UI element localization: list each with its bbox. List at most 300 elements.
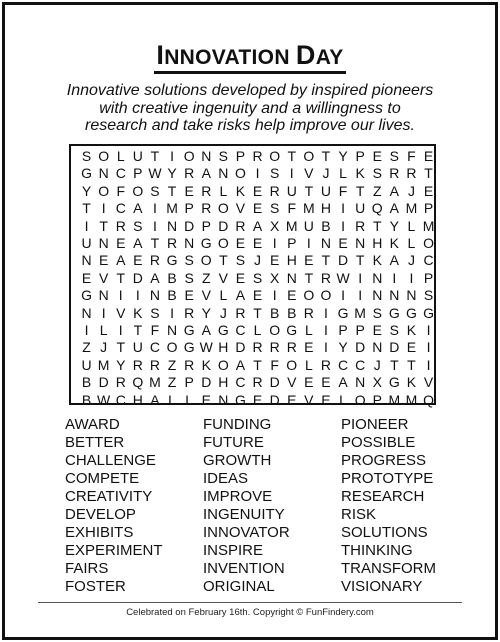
grid-letter: C <box>337 356 349 373</box>
grid-letter: D <box>132 269 143 286</box>
grid-letter: R <box>252 148 263 164</box>
grid-letter: I <box>84 322 89 338</box>
grid-letter: K <box>235 182 246 199</box>
grid-letter: E <box>252 182 263 199</box>
grid-letter: G <box>286 322 298 338</box>
grid-letter: A <box>389 252 400 269</box>
grid-row <box>71 270 434 287</box>
grid-letter: E <box>133 252 143 269</box>
grid-letter: N <box>201 148 212 164</box>
grid-letter: T <box>287 148 297 164</box>
grid-letter: S <box>218 148 229 164</box>
grid-letter: V <box>218 269 229 286</box>
grid-letter: W <box>199 339 213 356</box>
grid-letter: N <box>406 287 417 304</box>
grid-letter: R <box>320 269 331 286</box>
grid-letter: T <box>133 322 143 338</box>
title-underlined <box>154 42 345 74</box>
grid-letter: O <box>320 287 332 304</box>
grid-letter: S <box>133 217 143 234</box>
grid-letter: C <box>355 356 366 373</box>
grid-letter: A <box>116 252 126 269</box>
grid-letter: P <box>338 322 348 338</box>
grid-letter: H <box>132 391 143 408</box>
grid-letter: M <box>405 200 418 217</box>
grid-letter: I <box>152 200 157 217</box>
grid-letter: O <box>286 356 298 373</box>
grid-letter: O <box>423 235 434 251</box>
grid-letter: V <box>423 374 434 391</box>
grid-letter: P <box>133 165 143 182</box>
grid-letter: R <box>286 339 297 356</box>
grid-letter: A <box>389 200 400 217</box>
grid-letter: E <box>304 339 314 356</box>
grid-letter: R <box>235 304 246 321</box>
word-list-item: SOLUTIONS <box>341 524 428 541</box>
title-word2-rest: AY <box>315 46 344 69</box>
grid-letter: O <box>234 165 246 182</box>
grid-letter: Z <box>82 339 91 356</box>
grid-letter: G <box>183 322 195 338</box>
grid-letter: T <box>304 269 314 286</box>
grid-letter: N <box>218 165 229 182</box>
grid-letter: B <box>167 287 177 304</box>
grid-letter: L <box>304 356 313 373</box>
word-search-grid <box>69 144 436 408</box>
grid-letter: N <box>372 339 383 356</box>
grid-letter: T <box>99 217 108 234</box>
grid-letter: I <box>392 269 397 286</box>
grid-letter: S <box>252 269 263 286</box>
word-list-item: CREATIVITY <box>65 488 153 505</box>
grid-letter: W <box>97 391 111 408</box>
grid-row <box>71 374 434 391</box>
grid-letter: L <box>339 165 347 182</box>
grid-letter: N <box>166 217 178 234</box>
grid-letter: T <box>150 148 160 164</box>
word-list-item: COMPETE <box>65 470 140 487</box>
grid-letter: O <box>132 182 144 199</box>
grid-letter: E <box>304 374 314 391</box>
grid-letter: V <box>116 304 126 321</box>
grid-letter: S <box>389 148 400 164</box>
grid-letter: T <box>116 339 126 356</box>
grid-letter: P <box>355 148 365 164</box>
grid-letter: T <box>219 252 228 269</box>
grid-letter: A <box>252 217 263 234</box>
grid-letter: Y <box>167 165 177 182</box>
grid-row <box>71 200 434 217</box>
grid-row <box>71 287 434 304</box>
grid-letter: N <box>184 235 195 251</box>
grid-letter: L <box>168 391 176 408</box>
grid-row <box>71 357 434 374</box>
grid-letter: P <box>372 391 382 408</box>
grid-letter: T <box>321 148 331 164</box>
grid-row <box>71 322 434 339</box>
word-list-item: INSPIRE <box>203 542 264 559</box>
grid-letter: R <box>269 339 280 356</box>
grid-letter: N <box>166 322 178 338</box>
grid-letter: A <box>201 322 211 338</box>
grid-letter: M <box>422 217 435 234</box>
grid-letter: P <box>235 148 246 164</box>
grid-letter: K <box>406 322 417 338</box>
grid-letter: I <box>426 356 431 373</box>
word-list-item: INNOVATOR <box>203 524 290 541</box>
word-list-item: FAIRS <box>65 560 109 577</box>
grid-letter: H <box>218 339 229 356</box>
grid-letter: O <box>217 235 229 251</box>
grid-letter: N <box>372 269 383 286</box>
grid-letter: R <box>166 235 178 251</box>
grid-letter: L <box>116 148 125 164</box>
grid-letter: R <box>149 356 160 373</box>
grid-letter: N <box>218 391 229 408</box>
grid-letter: P <box>287 235 297 251</box>
grid-letter: R <box>149 252 160 269</box>
grid-letter: I <box>170 304 174 321</box>
grid-letter: E <box>372 322 382 338</box>
grid-letter: D <box>235 339 246 356</box>
grid-letter: T <box>355 252 365 269</box>
grid-letter: L <box>407 217 416 234</box>
grid-letter: T <box>407 356 416 373</box>
grid-letter: Y <box>338 148 348 164</box>
grid-letter: I <box>341 200 345 217</box>
grid-letter: U <box>320 182 331 199</box>
grid-letter: S <box>372 165 382 182</box>
word-list-item: POSSIBLE <box>341 434 416 451</box>
grid-letter: R <box>252 339 263 356</box>
grid-letter: O <box>269 148 281 164</box>
grid-letter: T <box>167 182 177 199</box>
grid-letter: I <box>272 235 277 251</box>
grid-letter: J <box>219 304 227 321</box>
word-list-item: INVENTION <box>203 560 285 577</box>
grid-letter: H <box>286 252 297 269</box>
grid-letter: O <box>200 252 212 269</box>
grid-letter: I <box>255 165 260 182</box>
grid-letter: G <box>405 304 417 321</box>
grid-letter: R <box>389 165 400 182</box>
grid-letter: A <box>150 391 160 408</box>
grid-letter: X <box>269 217 280 234</box>
grid-letter: Y <box>116 356 126 373</box>
grid-letter: I <box>323 304 328 321</box>
grid-letter: I <box>272 287 277 304</box>
word-list-item: IMPROVE <box>203 488 273 505</box>
grid-letter: E <box>321 391 331 408</box>
grid-letter: I <box>358 269 363 286</box>
word-list-item: RISK <box>341 506 377 523</box>
grid-letter: I <box>323 339 328 356</box>
grid-letter: G <box>81 165 92 182</box>
grid-letter: I <box>101 304 106 321</box>
grid-letter: N <box>389 287 400 304</box>
grid-letter: K <box>133 304 143 321</box>
grid-letter: C <box>115 200 126 217</box>
grid-letter: K <box>389 235 400 251</box>
word-list-item: INGENUITY <box>203 506 285 523</box>
grid-letter: H <box>218 374 229 391</box>
word-list-column-1 <box>65 416 163 596</box>
grid-letter: R <box>115 374 126 391</box>
grid-letter: A <box>150 269 160 286</box>
grid-letter: X <box>269 269 280 286</box>
grid-letter: G <box>217 322 229 338</box>
word-list-item: FUNDING <box>203 416 272 433</box>
grid-letter: M <box>405 391 418 408</box>
grid-letter: P <box>201 217 211 234</box>
grid-letter: G <box>200 235 212 251</box>
grid-letter: B <box>81 374 92 391</box>
grid-letter: I <box>426 322 431 338</box>
grid-letter: H <box>320 200 331 217</box>
grid-letter: V <box>201 287 211 304</box>
grid-letter: B <box>287 304 297 321</box>
grid-letter: O <box>217 200 229 217</box>
grid-letter: S <box>269 165 280 182</box>
grid-letter: T <box>150 235 160 251</box>
grid-letter: T <box>82 200 91 217</box>
grid-letter: B <box>167 269 177 286</box>
grid-letter: S <box>81 148 92 164</box>
grid-letter: I <box>135 287 140 304</box>
grid-letter: E <box>81 269 92 286</box>
grid-letter: Z <box>372 182 382 199</box>
grid-letter: L <box>407 235 416 251</box>
grid-letter: U <box>286 182 297 199</box>
grid-letter: O <box>303 148 315 164</box>
grid-letter: F <box>270 356 279 373</box>
grid-letter: B <box>321 217 331 234</box>
grid-letter: P <box>423 200 434 217</box>
grid-letter: P <box>355 322 365 338</box>
word-list-item: VISIONARY <box>341 578 423 595</box>
grid-letter: E <box>116 235 126 251</box>
grid-letter: E <box>338 235 348 251</box>
grid-letter: I <box>341 217 345 234</box>
grid-letter: E <box>252 391 263 408</box>
word-list-item: FUTURE <box>203 434 264 451</box>
grid-row <box>71 183 434 200</box>
grid-letter: R <box>184 356 195 373</box>
grid-letter: I <box>426 339 431 356</box>
grid-letter: P <box>423 269 434 286</box>
grid-letter: E <box>252 235 263 251</box>
grid-letter: E <box>235 235 246 251</box>
grid-letter: L <box>99 322 108 338</box>
grid-letter: R <box>201 182 212 199</box>
grid-letter: E <box>287 391 297 408</box>
grid-letter: T <box>355 182 365 199</box>
word-list-column-3 <box>341 416 436 596</box>
grid-letter: I <box>358 287 363 304</box>
grid-letter: E <box>184 182 194 199</box>
page-title <box>0 40 500 74</box>
word-list-item: THINKING <box>341 542 413 559</box>
grid-letter: N <box>98 287 109 304</box>
grid-letter: A <box>201 165 211 182</box>
grid-row <box>71 305 434 322</box>
grid-letter: J <box>100 339 108 356</box>
grid-letter: F <box>116 182 126 199</box>
grid-letter: N <box>81 252 92 269</box>
grid-letter: L <box>185 391 194 408</box>
grid-letter: J <box>407 182 415 199</box>
subtitle-line: Innovative solutions developed by inspired pioneers <box>66 82 434 99</box>
grid-letter: H <box>372 235 383 251</box>
grid-letter: S <box>269 200 280 217</box>
grid-letter: A <box>133 200 143 217</box>
word-list-item: IDEAS <box>203 470 249 487</box>
grid-letter: S <box>150 182 160 199</box>
grid-letter: A <box>389 182 400 199</box>
grid-letter: C <box>235 322 246 338</box>
grid-letter: R <box>132 356 143 373</box>
grid-letter: V <box>98 269 109 286</box>
grid-letter: F <box>407 148 416 164</box>
grid-letter: I <box>101 200 106 217</box>
grid-letter: Y <box>338 339 348 356</box>
grid-letter: U <box>132 339 143 356</box>
grid-letter: G <box>81 287 92 304</box>
grid-letter: J <box>322 165 330 182</box>
grid-letter: R <box>269 182 280 199</box>
grid-letter: F <box>150 322 160 338</box>
word-list-item: CHALLENGE <box>65 452 156 469</box>
grid-letter: C <box>235 374 246 391</box>
grid-letter: K <box>406 374 417 391</box>
grid-letter: G <box>183 339 195 356</box>
grid-letter: N <box>372 287 383 304</box>
grid-letter: Q <box>423 391 434 408</box>
word-list-item: FOSTER <box>65 578 126 595</box>
grid-row <box>71 218 434 235</box>
grid-letter: E <box>372 148 382 164</box>
grid-letter: A <box>235 356 246 373</box>
grid-letter: U <box>132 148 143 164</box>
grid-letter: Y <box>81 182 92 199</box>
grid-letter: D <box>389 339 400 356</box>
grid-letter: V <box>304 391 314 408</box>
grid-letter: D <box>355 339 366 356</box>
grid-letter: M <box>303 200 315 217</box>
grid-letter: V <box>235 200 246 217</box>
grid-letter: S <box>372 304 382 321</box>
grid-letter: M <box>97 356 110 373</box>
grid-letter: L <box>339 391 347 408</box>
grid-letter: O <box>217 356 229 373</box>
grid-letter: B <box>269 304 280 321</box>
grid-letter: D <box>269 391 280 408</box>
subtitle-line: research and take risks help improve our lives. <box>85 117 415 135</box>
grid-letter: R <box>115 217 126 234</box>
grid-letter: D <box>269 374 280 391</box>
grid-letter: D <box>201 374 212 391</box>
grid-letter: J <box>254 252 262 269</box>
grid-letter: J <box>407 252 415 269</box>
grid-letter: C <box>115 165 126 182</box>
grid-letter: R <box>406 165 417 182</box>
grid-letter: O <box>98 182 110 199</box>
grid-letter: E <box>423 182 434 199</box>
grid-letter: G <box>388 374 400 391</box>
grid-letter: I <box>84 217 89 234</box>
grid-letter: I <box>289 165 294 182</box>
grid-letter: U <box>355 200 366 217</box>
grid-letter: E <box>423 148 434 164</box>
grid-letter: C <box>423 252 434 269</box>
grid-letter: L <box>219 182 228 199</box>
grid-letter: A <box>235 287 246 304</box>
subtitle <box>40 82 460 135</box>
grid-letter: J <box>373 356 381 373</box>
grid-letter: T <box>253 304 262 321</box>
grid-letter: I <box>118 322 123 338</box>
grid-letter: D <box>98 374 109 391</box>
grid-letter: S <box>150 304 160 321</box>
grid-letter: R <box>320 356 331 373</box>
grid-row <box>71 392 434 409</box>
grid-letter: R <box>184 304 195 321</box>
grid-letter: M <box>354 304 366 321</box>
word-list-item: RESEARCH <box>341 488 425 505</box>
grid-letter: O <box>269 322 281 338</box>
grid-letter: V <box>304 165 314 182</box>
grid-row <box>71 339 434 356</box>
grid-letter: D <box>184 217 195 234</box>
grid-letter: S <box>235 252 246 269</box>
word-list-item: PROTOTYPE <box>341 470 434 487</box>
word-list-column-2 <box>203 416 290 596</box>
grid-letter: M <box>285 217 298 234</box>
grid-letter: T <box>372 217 382 234</box>
word-list-item: EXPERIMENT <box>65 542 163 559</box>
grid-letter: E <box>98 252 109 269</box>
grid-letter: M <box>166 200 178 217</box>
grid-letter: N <box>286 269 297 286</box>
grid-letter: R <box>355 217 366 234</box>
grid-letter: I <box>341 287 345 304</box>
grid-letter: K <box>201 356 211 373</box>
grid-letter: S <box>423 287 434 304</box>
grid-letter: S <box>184 269 194 286</box>
grid-letter: X <box>372 374 382 391</box>
grid-letter: P <box>184 374 194 391</box>
grid-letter: E <box>321 374 331 391</box>
grid-letter: N <box>98 165 109 182</box>
grid-letter: E <box>304 252 314 269</box>
grid-letter: T <box>424 165 433 182</box>
grid-letter: N <box>320 235 331 251</box>
grid-letter: G <box>423 304 434 321</box>
grid-letter: I <box>306 235 311 251</box>
word-list-item: DEVELOP <box>65 506 136 523</box>
grid-letter: Z <box>201 269 211 286</box>
grid-letter: D <box>218 217 229 234</box>
grid-letter: Z <box>167 374 177 391</box>
grid-row <box>71 148 434 165</box>
title-word1-rest: NNOVATION <box>164 46 296 69</box>
grid-letter: W <box>148 165 162 182</box>
grid-letter: G <box>234 391 246 408</box>
grid-row <box>71 165 434 182</box>
grid-letter: T <box>304 182 314 199</box>
grid-letter: R <box>303 304 314 321</box>
grid-letter: V <box>287 374 297 391</box>
